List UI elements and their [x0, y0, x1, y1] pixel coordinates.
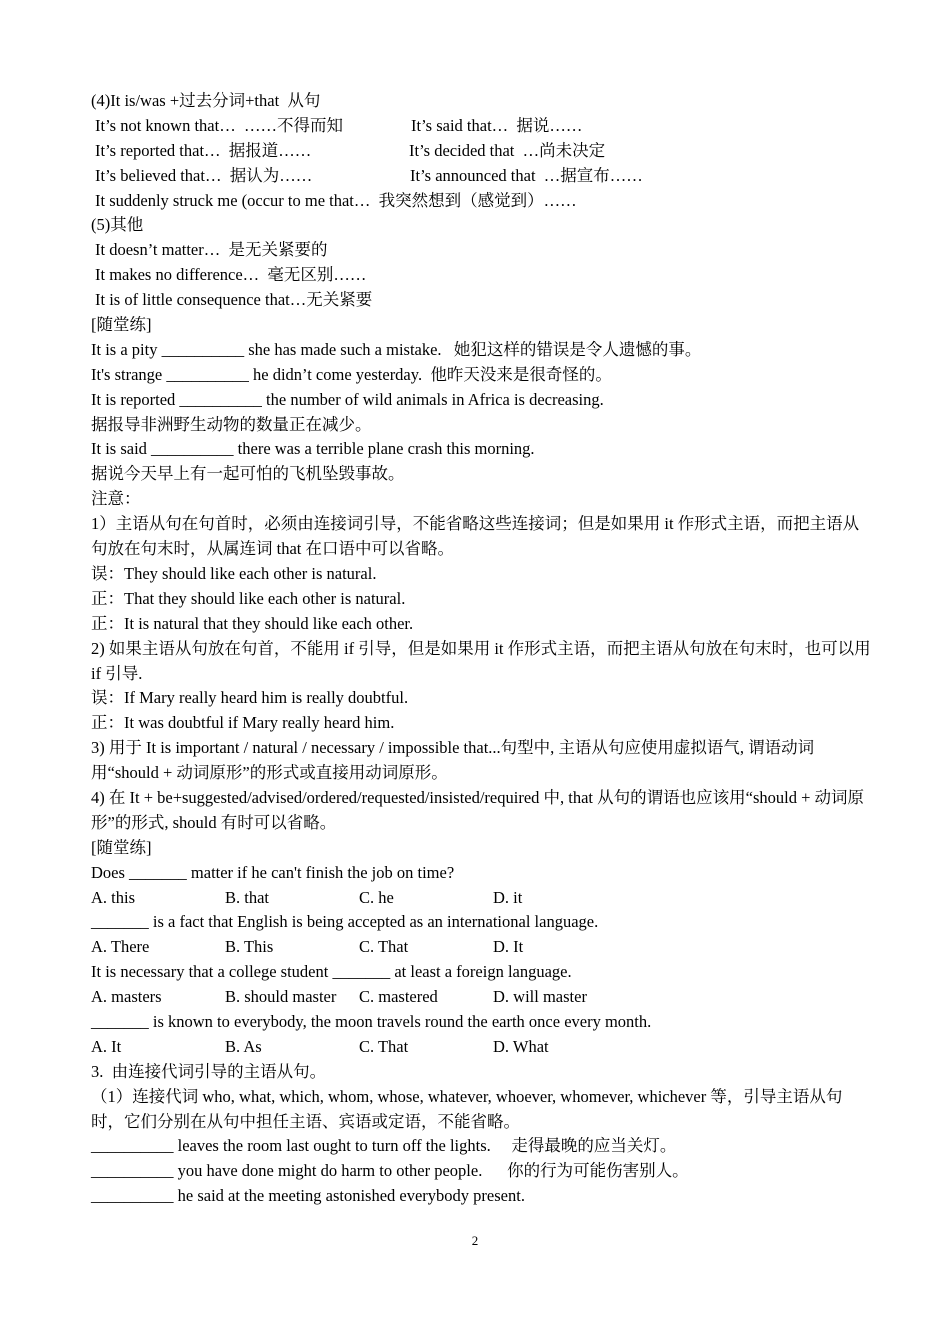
s5-phrase: It is of little consequence that…无关紧要 — [95, 290, 373, 310]
s4-phrase: It suddenly struck me (occur to me that… 我突然想到（感觉到）…… — [95, 190, 577, 210]
mcq-question: _______ is known to everybody, the moon travels round the earth once every month. — [91, 1012, 652, 1032]
practice-line: It is said __________ there was a terrible plane crash this morning. — [91, 439, 535, 459]
mcq-option: C. mastered — [359, 987, 438, 1007]
mcq-question: It is necessary that a college student _______ at least a foreign language. — [91, 962, 572, 982]
mcq-option: A. There — [91, 937, 150, 957]
example-sentence: __________ you have done might do harm to other people. 你的行为可能伤害别人。 — [91, 1161, 689, 1181]
page-number: 2 — [471, 1233, 479, 1248]
s4-phrase: It’s not known that… ……不得而知 — [95, 115, 343, 135]
mcq-option: D. It — [493, 937, 524, 957]
s5-phrase: It doesn’t matter… 是无关紧要的 — [95, 240, 328, 260]
s4-row — [91, 114, 871, 139]
mcq-option: B. This — [225, 937, 274, 957]
example-sentence: __________ leaves the room last ought to turn off the lights. 走得最晚的应当关灯。 — [91, 1136, 677, 1156]
mcq-options — [91, 985, 871, 1010]
note-example: 正：That they should like each other is natural. — [91, 588, 406, 608]
mcq-option: B. that — [225, 887, 269, 907]
practice-2-title: [随堂练] — [91, 837, 152, 857]
mcq-option: D. it — [493, 887, 523, 907]
note-example: 正：It is natural that they should like each other. — [91, 613, 414, 633]
practice-line: It is reported __________ the number of wild animals in Africa is decreasing. — [91, 389, 604, 409]
mcq-option: C. he — [359, 887, 394, 907]
s4-phrase: It’s announced that …据宣布…… — [410, 165, 643, 185]
s4-phrase: It’s decided that …尚未决定 — [409, 140, 606, 160]
section-3-description: （1）连接代词 who, what, which, whom, whose, whatever, whoever, whomever, whichever 等，引导主语从句时，它们分别在从句中担任主语、宾语或定语，不能省略。 — [91, 1086, 843, 1131]
mcq-option: A. this — [91, 887, 136, 907]
mcq-options — [91, 935, 871, 960]
mcq-option: C. That — [359, 937, 409, 957]
s5-phrase: It makes no difference… 毫无区别…… — [95, 265, 367, 285]
example-sentence: __________ he said at the meeting astonished everybody present. — [91, 1186, 525, 1206]
page-content — [91, 89, 871, 1209]
section-4-title: (4)It is/was +过去分词+that 从句 — [91, 91, 321, 110]
mcq-option: B. As — [225, 1036, 262, 1056]
note-example: 误：They should like each other is natural. — [91, 563, 377, 583]
practice-line: It's strange __________ he didn’t come yesterday. 他昨天没来是很奇怪的。 — [91, 364, 612, 384]
practice-1-title: [随堂练] — [91, 315, 152, 335]
practice-line: 据说今天早上有一起可怕的飞机坠毁事故。 — [91, 464, 405, 484]
mcq-option: D. What — [493, 1036, 549, 1056]
mcq-options — [91, 1035, 871, 1060]
s4-phrase: It’s believed that… 据认为…… — [95, 165, 313, 185]
mcq-options — [91, 886, 871, 911]
mcq-question: Does _______ matter if he can't finish the job on time? — [91, 862, 455, 882]
note-1: 1）主语从句在句首时，必须由连接词引导，不能省略这些连接词；但是如果用 it 作形式主语，而把主语从句放在句末时，从属连词 that 在口语中可以省略。 — [91, 514, 860, 559]
note-title: 注意： — [91, 489, 141, 509]
section-3-title: 3. 由连接代词引导的主语从句。 — [91, 1061, 327, 1081]
s4-phrase: It’s reported that… 据报道…… — [95, 140, 312, 160]
s4-row — [91, 164, 871, 189]
mcq-option: A. It — [91, 1036, 122, 1056]
s4-phrase: It’s said that… 据说…… — [411, 115, 583, 135]
mcq-question: _______ is a fact that English is being accepted as an international language. — [91, 912, 599, 932]
note-3: 3) 用于 It is important / natural / necessary / impossible that...句型中, 主语从句应使用虚拟语气, 谓语动词用“should + 动词原形”的形式或直接用动词原形。 — [91, 738, 815, 783]
practice-line: It is a pity __________ she has made such a mistake. 她犯这样的错误是令人遗憾的事。 — [91, 339, 702, 359]
mcq-option: A. masters — [91, 987, 162, 1007]
s4-row — [91, 139, 871, 164]
note-4: 4) 在 It + be+suggested/advised/ordered/requested/insisted/required 中, that 从句的谓语也应该用“should + 动词原形”的形式, should 有时可以省略。 — [91, 787, 865, 832]
note-example: 正：It was doubtful if Mary really heard him. — [91, 713, 395, 733]
mcq-option: B. should master — [225, 987, 337, 1007]
mcq-option: D. will master — [493, 987, 587, 1007]
note-example: 误：If Mary really heard him is really doubtful. — [91, 688, 409, 708]
practice-line: 据报导非洲野生动物的数量正在减少。 — [91, 414, 372, 434]
mcq-option: C. That — [359, 1036, 409, 1056]
section-5-title: (5)其他 — [91, 215, 144, 235]
note-2: 2) 如果主语从句放在句首，不能用 if 引导，但是如果用 it 作形式主语，而把主语从句放在句末时，也可以用 if 引导. — [91, 638, 871, 683]
